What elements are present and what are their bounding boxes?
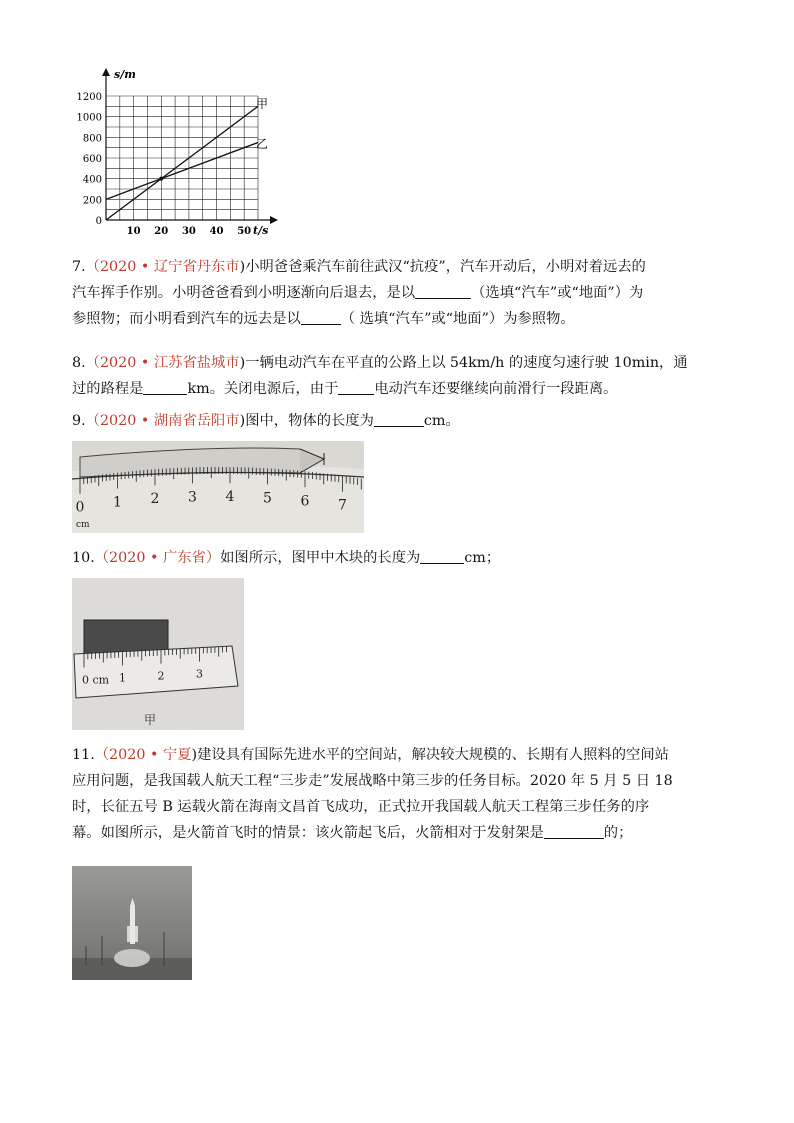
q7-line-2: [72, 280, 724, 306]
q11-line-4: [72, 820, 724, 846]
q10-blank[interactable]: [420, 547, 464, 564]
ruler-2-label: 1: [119, 671, 126, 685]
q11-text-1: )建设具有国际先进水平的空间站，解决较大规模的、长期有人照料的空间站: [191, 747, 669, 763]
y-tick-label: 200: [82, 195, 102, 207]
q8-text-2b: km。关闭电源后，由于: [187, 381, 339, 397]
q8-text-1: )一辆电动汽车在平直的公路上以 54km/h 的速度匀速行驶 10min，通: [239, 355, 688, 371]
rocket-svg: [72, 866, 192, 980]
graph-axes: [102, 68, 278, 224]
launch-smoke: [114, 949, 150, 967]
y-tick-labels: [77, 92, 102, 227]
series-yi-line: [106, 143, 258, 200]
ruler-1-label: 5: [263, 490, 272, 507]
q11-blank[interactable]: [544, 822, 604, 839]
x-axis-label: t/s: [253, 224, 269, 237]
ruler-1-label: 0: [75, 499, 85, 516]
q9-number: 9.: [72, 413, 86, 429]
ruler-2-caption: 甲: [144, 713, 157, 727]
q7-text-3a: 参照物；而小明看到汽车的远去是以: [72, 311, 301, 327]
q9-source: （2020 • 湖南省岳阳市: [85, 413, 240, 429]
ruler-1-label: 6: [300, 493, 310, 510]
ruler-1-svg: [72, 441, 364, 533]
question-7: [72, 254, 724, 332]
q7-line-3: [72, 306, 724, 332]
question-8: [72, 350, 724, 402]
ruler-1-label: 2: [150, 491, 160, 508]
y-tick-label: 0: [95, 216, 102, 227]
ruler-2-label: 2: [157, 669, 165, 683]
q7-text-2a: 汽车挥手作别。小明爸爸看到小明逐渐向后退去，是以: [72, 285, 416, 301]
q9-text-1a: )图中，物体的长度为: [239, 413, 374, 429]
q9-text-1b: cm。: [423, 413, 460, 429]
x-tick-label: 10: [126, 226, 141, 237]
q8-text-2a: 过的路程是: [72, 381, 144, 397]
st-graph: [70, 66, 280, 238]
ruler-photo-1: [72, 441, 364, 533]
q8-source: （2020 • 江苏省盐城市: [85, 355, 240, 371]
q7-number: 7.: [72, 259, 86, 275]
intersection-point: [159, 177, 163, 181]
q8-number: 8.: [72, 355, 86, 371]
q10-line-1: [72, 545, 724, 571]
ruler-1-label: 7: [338, 497, 347, 514]
question-11: [72, 742, 724, 846]
series-jia-line: [106, 106, 258, 220]
y-tick-label: 600: [82, 154, 102, 165]
y-tick-label: 400: [82, 174, 102, 186]
q10-text-1a: 如图所示，图甲中木块的长度为: [220, 550, 421, 566]
x-tick-label: 40: [209, 226, 224, 237]
series-yi-label: 乙: [256, 137, 269, 151]
y-tick-label: 1200: [76, 92, 102, 103]
question-9: [72, 408, 724, 434]
q8-blank-2[interactable]: [338, 378, 374, 395]
ruler-1-unit: cm: [76, 520, 90, 530]
ruler-1-label: 3: [188, 489, 197, 506]
ruler-photo-2: [72, 578, 244, 730]
q8-line-1: [72, 350, 724, 376]
q11-line-2: 应用问题，是我国载人航天工程“三步走”发展战略中第三步的任务目标。2020 年 5 月 5 日 18: [72, 773, 673, 789]
q7-text-3b: （ 选填“汽车”或“地面”）为参照物。: [340, 311, 575, 327]
q9-blank[interactable]: [374, 410, 424, 427]
q11-line-1: [72, 742, 724, 768]
x-tick-label: 30: [181, 226, 196, 237]
q7-line-1: [72, 254, 724, 280]
q10-source: （2020 • 广东省）: [94, 550, 221, 566]
q7-blank-2[interactable]: [301, 308, 341, 325]
q11-source: （2020 • 宁夏: [94, 747, 192, 763]
q10-number: 10.: [72, 550, 95, 566]
ruler-1-label: 4: [225, 489, 235, 506]
ruler-2-label: 0 cm: [82, 673, 110, 687]
q9-line-1: [72, 408, 724, 434]
x-tick-label: 50: [237, 226, 252, 237]
x-tick-labels: [127, 226, 252, 237]
graph-series: [106, 106, 258, 220]
q11-text-4a: 幕。如图所示，是火箭首飞时的情景：该火箭起飞后，火箭相对于发射架是: [72, 825, 544, 841]
q10-text-1b: cm；: [464, 550, 501, 566]
ruler-2-label: 3: [196, 667, 203, 681]
st-graph-svg: [70, 66, 280, 238]
q8-blank-1[interactable]: [143, 378, 187, 395]
ruler-2-svg: [72, 578, 244, 730]
q11-line-3: 时，长征五号 B 运载火箭在海南文昌首飞成功，正式拉开我国载人航天工程第三步任务的序: [72, 799, 650, 815]
x-tick-label: 20: [154, 226, 169, 237]
y-tick-label: 800: [82, 133, 102, 145]
q7-source: （2020 • 辽宁省丹东市: [85, 259, 240, 275]
q8-line-2: [72, 376, 724, 402]
q8-text-2c: 电动汽车还要继续向前滑行一段距离。: [374, 381, 618, 397]
rocket-launch-photo: [72, 866, 192, 980]
graph-grid: [106, 96, 258, 220]
y-tick-label: 1000: [76, 112, 102, 124]
q11-text-4b: 的；: [603, 825, 633, 841]
question-10: [72, 545, 724, 571]
series-jia-label: 甲: [256, 97, 269, 111]
q11-number: 11.: [72, 747, 95, 763]
q7-text-2b: （选填“汽车”或“地面”）为: [471, 285, 644, 301]
q7-blank-1[interactable]: [415, 282, 471, 299]
y-axis-label: s/m: [114, 68, 136, 81]
q7-text-1: )小明爸爸乘汽车前往武汉“抗疫”，汽车开动后，小明对着远去的: [239, 259, 646, 275]
ruler-1-label: 1: [113, 494, 122, 511]
rocket-body: [130, 906, 135, 944]
